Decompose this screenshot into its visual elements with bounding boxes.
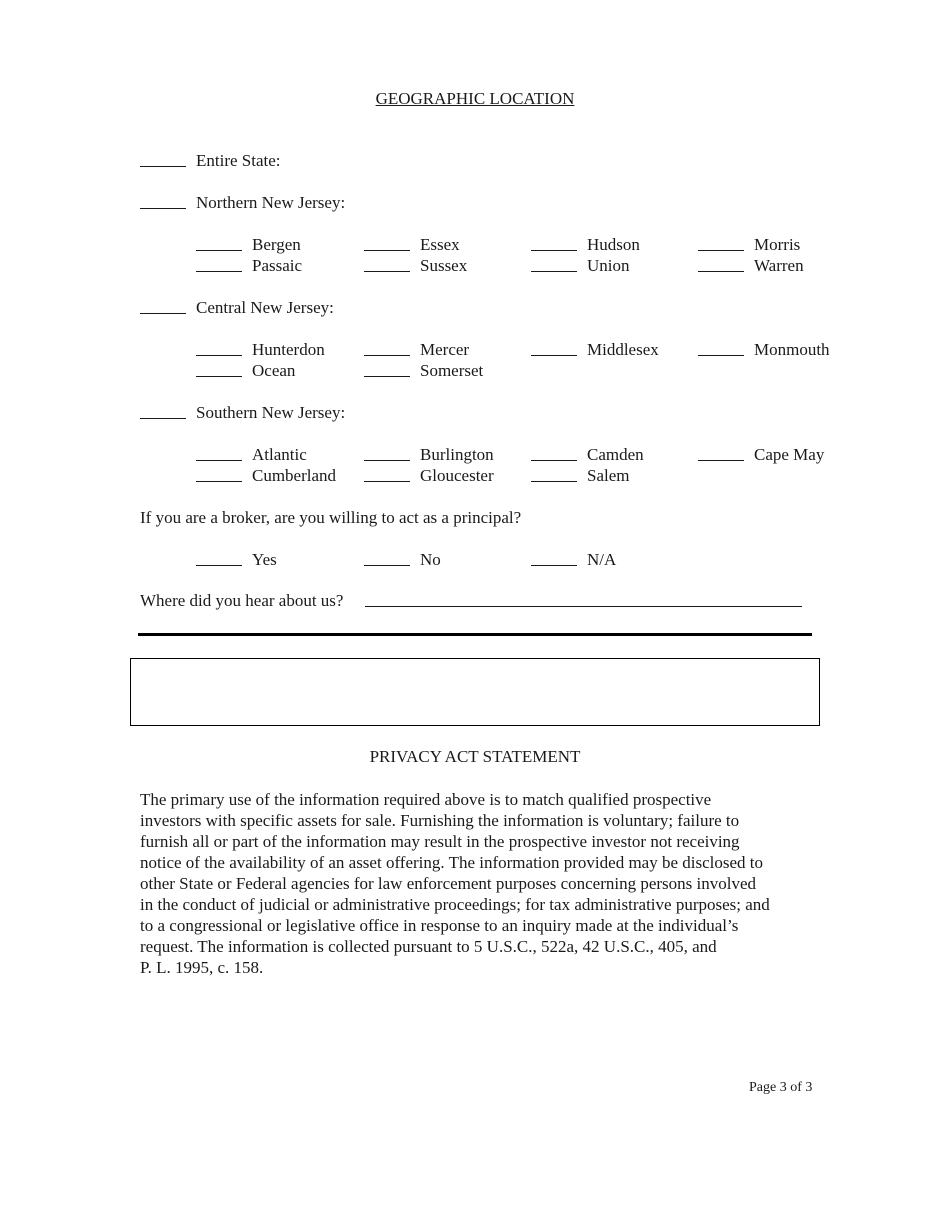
county-blank-ocean[interactable] [196,376,242,377]
privacy-line: The primary use of the information required above is to match qualified prospective [140,790,712,809]
county-label-atlantic: Atlantic [252,445,307,464]
broker-question: If you are a broker, are you willing to act as a principal? [140,508,522,527]
northern-nj-blank[interactable] [140,208,186,209]
broker-yes-blank[interactable] [196,565,242,566]
privacy-line: notice of the availability of an asset offering. The information provided may be disclosed to [140,853,764,872]
county-label-morris: Morris [754,235,801,254]
county-label-somerset: Somerset [420,361,484,380]
privacy-heading: PRIVACY ACT STATEMENT [369,747,581,766]
section-divider [138,633,812,636]
county-blank-sussex[interactable] [364,271,410,272]
county-blank-cape-may[interactable] [698,460,744,461]
referral-answer-line[interactable] [365,606,802,607]
southern-nj-label: Southern New Jersey: [196,403,346,422]
broker-no-blank[interactable] [364,565,410,566]
privacy-line: furnish all or part of the information may result in the prospective investor not receiving [140,832,740,851]
privacy-line: P. L. 1995, c. 158. [140,958,264,977]
county-blank-middlesex[interactable] [531,355,577,356]
county-blank-somerset[interactable] [364,376,410,377]
page-number: Page 3 of 3 [749,1080,813,1095]
broker-na-blank[interactable] [531,565,577,566]
referral-question: Where did you hear about us? [140,591,344,610]
county-label-cape-may: Cape May [754,445,825,464]
county-blank-morris[interactable] [698,250,744,251]
county-label-union: Union [587,256,630,275]
county-label-camden: Camden [587,445,644,464]
county-label-middlesex: Middlesex [587,340,659,359]
county-label-ocean: Ocean [252,361,296,380]
privacy-line: investors with specific assets for sale. Furnishing the information is voluntary; failure to [140,811,740,830]
northern-nj-label: Northern New Jersey: [196,193,346,212]
county-blank-passaic[interactable] [196,271,242,272]
county-label-essex: Essex [420,235,460,254]
broker-yes-label: Yes [252,550,277,569]
county-label-mercer: Mercer [420,340,470,359]
county-blank-monmouth[interactable] [698,355,744,356]
central-nj-blank[interactable] [140,313,186,314]
blank-box [130,658,820,726]
county-blank-union[interactable] [531,271,577,272]
county-blank-gloucester[interactable] [364,481,410,482]
entire-state-blank[interactable] [140,166,186,167]
county-label-hunterdon: Hunterdon [252,340,325,359]
broker-no-label: No [420,550,441,569]
privacy-line: in the conduct of judicial or administrative proceedings; for tax administrative purposes; and [140,895,770,914]
county-label-warren: Warren [754,256,804,275]
county-label-cumberland: Cumberland [252,466,337,485]
county-label-sussex: Sussex [420,256,468,275]
privacy-line: other State or Federal agencies for law enforcement purposes concerning persons involved [140,874,757,893]
county-label-hudson: Hudson [587,235,640,254]
page-title: GEOGRAPHIC LOCATION [375,89,575,108]
county-label-salem: Salem [587,466,630,485]
county-label-bergen: Bergen [252,235,301,254]
central-nj-label: Central New Jersey: [196,298,334,317]
county-blank-burlington[interactable] [364,460,410,461]
county-blank-warren[interactable] [698,271,744,272]
county-blank-hunterdon[interactable] [196,355,242,356]
county-blank-essex[interactable] [364,250,410,251]
broker-na-label: N/A [587,550,617,569]
county-blank-atlantic[interactable] [196,460,242,461]
county-blank-hudson[interactable] [531,250,577,251]
southern-nj-blank[interactable] [140,418,186,419]
privacy-paragraph [140,789,820,978]
county-blank-camden[interactable] [531,460,577,461]
county-blank-salem[interactable] [531,481,577,482]
entire-state-label: Entire State: [196,151,281,170]
privacy-line: to a congressional or legislative office in response to an inquiry made at the individual’s [140,916,739,935]
county-blank-mercer[interactable] [364,355,410,356]
county-blank-cumberland[interactable] [196,481,242,482]
county-label-passaic: Passaic [252,256,303,275]
county-label-gloucester: Gloucester [420,466,494,485]
county-label-monmouth: Monmouth [754,340,830,359]
privacy-line: request. The information is collected pursuant to 5 U.S.C., 522a, 42 U.S.C., 405, and [140,937,717,956]
county-blank-bergen[interactable] [196,250,242,251]
county-label-burlington: Burlington [420,445,494,464]
